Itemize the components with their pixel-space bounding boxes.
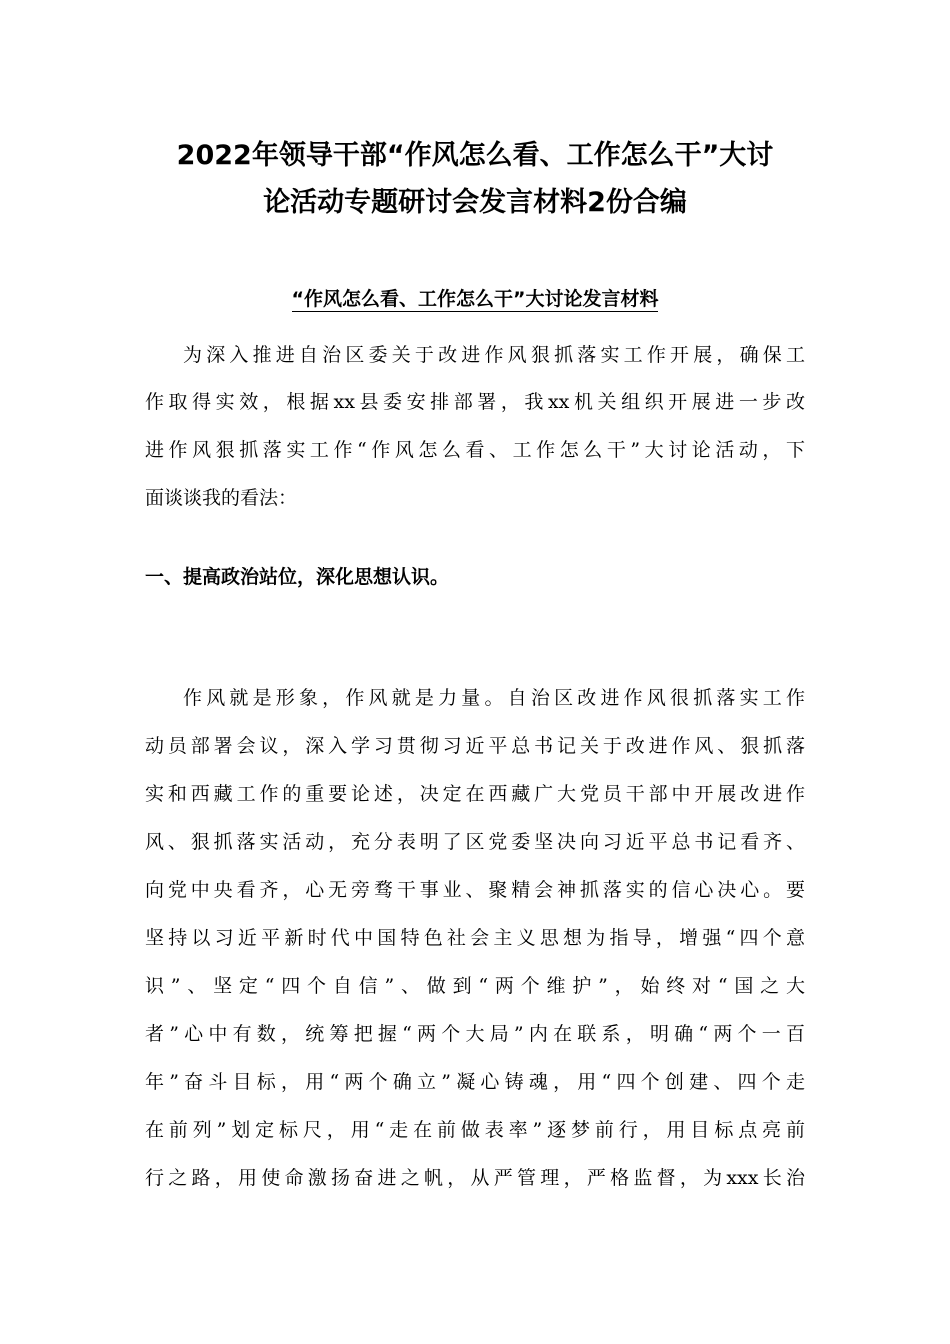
intro-line-3: 进作风狠抓落实工作“作风怎么看、工作怎么干”大讨论活动，下 (145, 439, 805, 461)
body-line-9: 年”奋斗目标，用“两个确立”凝心铸魂，用“四个创建、四个走 (145, 1071, 805, 1093)
body-line-8: 者”心中有数，统筹把握“两个大局”内在联系，明确“两个一百 (145, 1023, 805, 1045)
subtitle-text: “作风怎么看、工作怎么干”大讨论发言材料 (291, 288, 659, 310)
body-line-7: 识”、坚定“四个自信”、做到“两个维护”，始终对“国之大 (145, 975, 805, 997)
body-line-6: 坚持以习近平新时代中国特色社会主义思想为指导，增强“四个意 (145, 927, 805, 949)
body-line-11: 行之路，用使命激扬奋进之帆，从严管理，严格监督，为xxx长治 (145, 1167, 805, 1189)
document-title-line-1: 2022年领导干部“作风怎么看、工作怎么干”大讨 (176, 140, 774, 171)
body-line-4: 风、狠抓落实活动，充分表明了区党委坚决向习近平总书记看齐、 (145, 831, 805, 853)
intro-line-4: 面谈谈我的看法： (145, 487, 298, 509)
body-line-1: 作风就是形象，作风就是力量。自治区改进作风很抓落实工作 (183, 687, 805, 709)
intro-line-1: 为深入推进自治区委关于改进作风狠抓落实工作开展，确保工 (183, 344, 805, 366)
section-heading: 一、提高政治站位，深化思想认识。 (145, 566, 450, 588)
body-line-5: 向党中央看齐，心无旁骛干事业、聚精会神抓落实的信心决心。要 (145, 879, 805, 901)
body-line-2: 动员部署会议，深入学习贯彻习近平总书记关于改进作风、狠抓落 (145, 735, 805, 757)
document-title-line-2: 论活动专题研讨会发言材料2份合编 (263, 187, 687, 218)
body-line-10: 在前列”划定标尺，用“走在前做表率”逐梦前行，用目标点亮前 (145, 1119, 805, 1141)
intro-line-2: 作取得实效，根据xx县委安排部署，我xx机关组织开展进一步改 (145, 391, 805, 413)
section-subtitle (145, 287, 805, 311)
body-line-3: 实和西藏工作的重要论述，决定在西藏广大党员干部中开展改进作 (145, 783, 805, 805)
